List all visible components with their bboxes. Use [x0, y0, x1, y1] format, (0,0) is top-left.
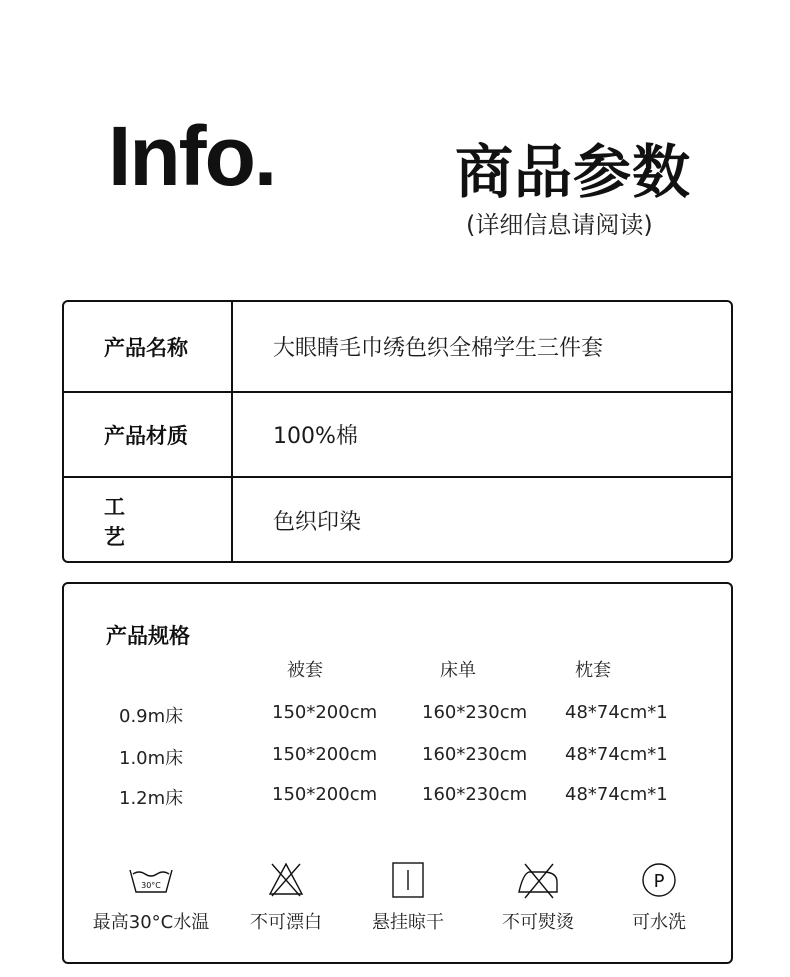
row-label: 产品材质 [64, 393, 233, 476]
care-label: 最高30°C水温 [92, 912, 210, 933]
column-header: 被套 [287, 660, 323, 681]
row-label: 产品名称 [64, 302, 233, 391]
duvet-size: 150*200cm [272, 784, 378, 805]
info-heading: Info. [108, 109, 276, 203]
care-label: 悬挂晾干 [372, 912, 444, 933]
no-bleach-icon [266, 860, 306, 900]
size-label: 1.0m床 [119, 748, 184, 769]
size-spec-panel [62, 582, 733, 964]
size-label: 1.2m床 [119, 788, 184, 809]
no-iron-icon [513, 860, 563, 900]
table-row [64, 478, 731, 563]
p-letter: P [653, 871, 665, 892]
size-label: 0.9m床 [119, 706, 184, 727]
page-subtitle: (详细信息请阅读) [466, 211, 653, 239]
hang-dry-icon [388, 860, 428, 900]
pillowcase-size: 48*74cm*1 [565, 702, 668, 723]
care-label: 不可熨烫 [502, 912, 574, 933]
sheet-size: 160*230cm [422, 744, 528, 765]
spec-title: 产品规格 [106, 624, 190, 648]
care-item [478, 860, 598, 934]
column-header: 床单 [440, 660, 476, 681]
care-label: 不可漂白 [250, 912, 322, 933]
duvet-size: 150*200cm [272, 744, 378, 765]
pillowcase-size: 48*74cm*1 [565, 744, 668, 765]
care-item [599, 860, 719, 934]
sheet-size: 160*230cm [422, 702, 528, 723]
row-value: 100%棉 [273, 424, 358, 449]
sheet-size: 160*230cm [422, 784, 528, 805]
wash-30c-icon [126, 860, 176, 900]
dry-clean-p-icon [639, 860, 679, 900]
duvet-size: 150*200cm [272, 702, 378, 723]
table-row [64, 393, 731, 478]
row-value: 大眼睛毛巾绣色织全棉学生三件套 [273, 336, 604, 361]
page-title: 商品参数 [455, 138, 692, 206]
row-label: 工艺 [64, 478, 233, 563]
column-header: 枕套 [575, 660, 611, 681]
wash-temp-text: 30°C [141, 881, 161, 890]
pillowcase-size: 48*74cm*1 [565, 784, 668, 805]
row-value: 色织印染 [273, 510, 362, 535]
product-info-table [62, 300, 733, 563]
care-item [91, 860, 211, 934]
care-item [226, 860, 346, 934]
table-row [64, 302, 731, 393]
care-item [348, 860, 468, 934]
care-label: 可水洗 [632, 912, 686, 933]
